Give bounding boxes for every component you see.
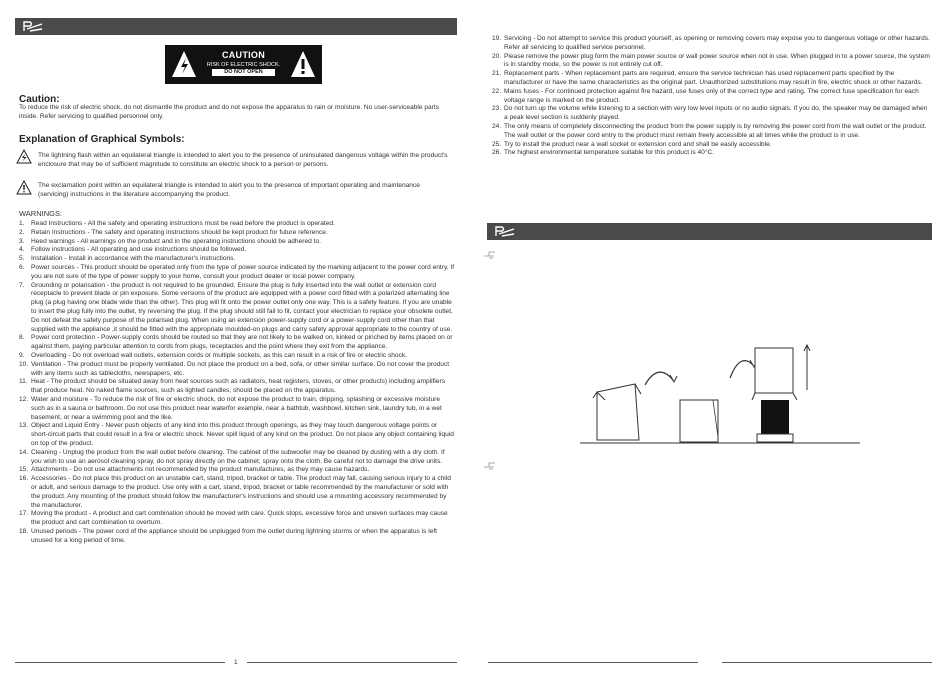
lift-up-arrow-icon — [804, 345, 810, 390]
warning-number: 20. — [492, 52, 502, 60]
warning-item — [19, 396, 455, 422]
warning-text: The highest environmental temperature suitable for this product is 40°C. — [504, 149, 715, 157]
warning-number: 5. — [19, 255, 25, 263]
warning-text: Grounding or polarisation - the product is not required to be grounded. Ensure the plug is fully inserted into the wall outlet or extension cord receptacle to prevent blade or pin exposure. Some versions of the product are equipped with a power cord fitted with a polarized alternating line plug (a plug having one blade wide than the other). This plug will fit onto the power outlet only one way. This is a safety feature. If you are unable to insert the plug fully into the outlet, try reversing the plug. If the plug should still fail to fit, contact your electrician to replace your obsolete outlet. Do not defeat the safety purpose of the polarised plug. When using an extension power-supply cord or a power-supply cord other than that supplied with the appliance ,it should be fitted with the appropriate moulded-on plugs and carry safety approval appropriate to the country of use. — [31, 281, 453, 333]
warning-number: 4. — [19, 246, 25, 254]
footer-rule-right-b — [722, 662, 932, 663]
warning-number: 2. — [19, 228, 25, 236]
warning-item — [492, 70, 932, 88]
warnings-list-right — [492, 35, 932, 158]
warning-item — [19, 466, 455, 475]
warning-item — [19, 220, 455, 229]
footer-rule-left-a — [15, 662, 225, 663]
warning-item — [19, 378, 455, 396]
warning-item — [492, 105, 932, 123]
warning-item — [19, 264, 455, 282]
warning-text: Please remove the power plug form the main power source or wall power source when not in use. When plugged in to a power source, the system is in standby mode, so the power is not entirely cut off. — [504, 52, 930, 69]
warning-text: Ventilation - The product must be properly ventilated. Do not place the product on a bed, sofa, or other similar surface. Do not cover the product with any items such as tablecloths, newspapers, etc. — [31, 360, 450, 377]
warning-text: Unused periods - The power cord of the appliance should be unplugged from the outlet during lightning storms or when the apparatus is left unused for a long period of time. — [31, 527, 438, 544]
footer-rule-left-b — [247, 662, 457, 663]
note-hand-icon — [483, 461, 497, 471]
warning-item — [19, 229, 455, 238]
warnings-list-left — [19, 220, 455, 545]
warning-item — [492, 88, 932, 106]
warning-text: Power cord protection - Power-supply cords should be routed so that they are not likely to be walked on, kinked or pinched by items placed on or against them, paying particular attention to cords from plugs, receptacles and the point where they exit from the appliance. — [31, 334, 453, 351]
warning-item — [19, 352, 455, 361]
caution-label-title: CAUTION — [221, 50, 266, 60]
warning-item — [19, 475, 455, 510]
warning-number: 11. — [19, 378, 28, 386]
warning-number: 19. — [492, 35, 502, 42]
box-on-side — [680, 400, 718, 442]
warning-number: 21. — [492, 70, 502, 78]
warning-number: 9. — [19, 351, 25, 359]
warning-text: Servicing - Do not attempt to service this product yourself, as opening or removing covers may expose you to dangerous voltage or other hazards. Refer all servicing to qualified service personnel. — [504, 35, 930, 51]
caution-label — [165, 45, 322, 84]
warning-number: 23. — [492, 105, 502, 113]
warning-number: 8. — [19, 334, 25, 342]
warning-number: 24. — [492, 122, 502, 130]
warning-item — [492, 35, 932, 53]
caution-heading: Caution: — [19, 94, 60, 105]
warning-text: Read Instructions - All the safety and operating instructions must be read before the product is operated. — [31, 220, 335, 227]
warning-item — [19, 238, 455, 247]
page-number: 1 — [234, 659, 238, 666]
warning-number: 10. — [19, 360, 29, 368]
pen-hand-icon — [493, 225, 517, 238]
warning-text: Moving the product - A product and cart combination should be moved with care. Quick stops, excessive force and uneven surfaces may cause the product and cart combination to overturn. — [31, 510, 448, 527]
rotate-arrow-icon — [730, 361, 753, 378]
box-lifted-with-subwoofer — [752, 348, 797, 442]
placement-illustration — [575, 340, 865, 450]
warning-text: Follow instructions - All operating and use instructions should be followed. — [31, 246, 247, 254]
warning-text: Accessories - Do not place this product on an unstable cart, stand, tripod, bracket or table. The product may fall, causing serious injury to a child or adult, and serious damage to the product. Use only with a cart, stand, tripod, bracket or table recommended by the manufacturer or sold with the product. Any mounting of the product should follow the manufacturer's instructions and should use a mounting accessory recommended by the manufacturer. — [31, 475, 451, 509]
warning-text: Cleaning - Unplug the product from the wall outlet before cleaning. The cabinet of the subwoofer may be cleaned by dusting with a dry cloth. If you wish to use an aerosol cleaning spray, do not spray directly on the cabinet; spray onto the cloth. Be careful not to damage the drive units. — [31, 448, 445, 465]
warning-item — [19, 449, 455, 467]
warning-item — [19, 282, 455, 335]
exclamation-triangle-icon — [290, 49, 316, 79]
warning-text: Attachments - Do not use attachments not recommended by the product manufactures, as they may cause hazards. — [31, 466, 370, 474]
warning-item — [19, 422, 455, 448]
warning-number: 12. — [19, 395, 29, 403]
warning-text: Water and moisture - To reduce the risk of fire or electric shock, do not expose the product to train, dripping, splashing or excessive moisture such as in a sauna or bathroom. Do not use this product near waterfor example, near a bathtub, washbowl, kitchen sink, laundry tub, in a wet basement, or near a swimming pool and the like. — [31, 395, 442, 421]
warning-number: 1. — [19, 220, 25, 227]
note-hand-icon — [483, 250, 497, 260]
warning-text: Replacement parts - When replacement parts are required, ensure the service technician has used replacement parts specified by the manufacturer or have the same characteristics as the original part. Unauthorized substitutions may result in fire, electric shock or other hazards. — [504, 70, 923, 86]
warning-item — [19, 334, 455, 352]
warning-text: Heat - The product should be situated away from heat sources such as radiators, heat registers, stoves, or other products) including amplifiers that produce heat. No naked flame sources, such as lighted candles, should be placed on the apparatus. — [31, 378, 446, 395]
warning-text: Power sources - This product should be operated only from the type of power source indicated by the marking adjacent to the power cord entry. If you are not sure of the type of power supply to your home, consult your product dealer or local power company. — [31, 263, 455, 280]
warning-text: Do not turn up the volume while listening to a section with very low level inputs or no audio signals. If you do, the speaker may be damaged when a peak level section is suddenly played. — [504, 105, 928, 122]
box-tilted — [593, 384, 641, 440]
caution-label-line1: RISK OF ELECTRIC SHOCK. — [206, 62, 281, 68]
warning-item — [19, 528, 455, 546]
warning-number: 6. — [19, 263, 25, 271]
warning-number: 14. — [19, 448, 29, 456]
symbol-exclamation-text: The exclamation point within an equilateral triangle is intended to alert you to the presence of important operating and maintenance (servicing) instructions in the literature accompanying the product. — [38, 182, 420, 198]
section-header-bar-left — [15, 18, 457, 35]
warning-item — [19, 255, 455, 264]
caution-text: To reduce the risk of electric shock, do not dismantle the product and do not expose the apparatus to rain or moisture. No user-serviceable parts inside. Refer servicing to qualified personnel only. — [19, 104, 440, 120]
warning-text: Mains fuses - For continued protection against fire hazard, use fuses only of the correct type and rating. The correct fuse specification for each voltage range is marked on the product. — [504, 87, 919, 104]
warning-number: 18. — [19, 527, 29, 535]
exclamation-triangle-icon — [16, 180, 32, 195]
warning-number: 16. — [19, 475, 29, 483]
warning-item — [19, 510, 455, 528]
warnings-heading: WARNINGS: — [19, 209, 63, 218]
warning-text: The only means of completely disconnecting the product from the power supply is by removing the power cord from the wall outlet or the product. The wall outlet or the power cord entry to the product must remain freely accessible at all times while the product is in use. — [504, 122, 927, 139]
warning-number: 26. — [492, 149, 502, 157]
pen-hand-icon — [21, 20, 45, 33]
warning-number: 25. — [492, 140, 502, 148]
lightning-triangle-icon — [16, 149, 32, 164]
warning-item — [19, 246, 455, 255]
warning-number: 22. — [492, 87, 502, 95]
warning-item — [492, 149, 932, 158]
footer-rule-right-a — [488, 662, 698, 663]
warning-text: Try to install the product near a wall socket or extension cord and shall be easily accessible. — [504, 140, 772, 148]
warning-number: 3. — [19, 237, 25, 245]
warning-text: Retain Instructions - The safety and operating instructions should be kept product for future reference. — [31, 228, 328, 236]
lightning-triangle-icon — [171, 49, 197, 79]
rotate-arrow-icon — [645, 372, 673, 385]
warning-item — [492, 123, 932, 141]
warning-item — [19, 361, 455, 379]
warning-text: Object and Liquid Entry - Never push objects of any kind into this product through openings, as they may touch dangerous voltage points or short-circuit parts that could result in a fire or electric shock. Never spill liquid of any kind on the product. Do not place any object containing liquid on top of the product. — [31, 422, 454, 447]
warning-text: Installation - Install in accordance with the manufacturer's instructions. — [31, 255, 236, 263]
caution-label-line2: DO NOT OPEN — [212, 69, 275, 76]
symbol-lightning-text: The lightning flash within an equilateral triangle is intended to alert you to the presence of uninsulated dangerous voltage within the product's enclosure that may be of sufficient magnitude to constitute an electric shock to a person or persons. — [38, 152, 448, 168]
section-header-bar-right — [487, 223, 932, 240]
warning-text: Overloading - Do not overload wall outlets, extension cords or multiple sockets, as this can result in a risk of fire or electric shock. — [31, 351, 408, 359]
warning-item — [492, 53, 932, 71]
warning-number: 17. — [19, 510, 29, 518]
warning-number: 13. — [19, 422, 29, 430]
symbols-heading: Explanation of Graphical Symbols: — [19, 134, 185, 145]
warning-text: Heed warnings - All warnings on the product and in the operating instructions should be adhered to. — [31, 237, 321, 245]
warning-number: 7. — [19, 281, 25, 289]
warning-number: 15. — [19, 466, 29, 474]
